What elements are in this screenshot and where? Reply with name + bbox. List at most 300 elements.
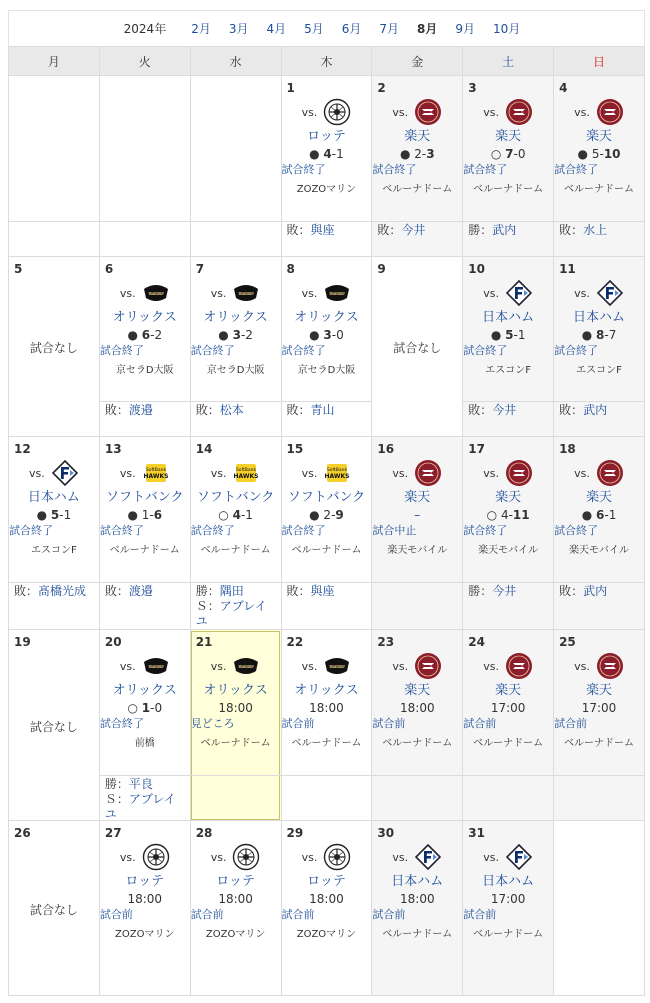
score-sep: - xyxy=(599,147,604,161)
weekday-5: 土 xyxy=(463,47,554,76)
score-home: 5 xyxy=(50,508,60,522)
cell-divider xyxy=(191,582,281,583)
day-number: 31 xyxy=(468,826,485,840)
opponent-link[interactable]: 日本ハム xyxy=(391,874,444,889)
day-cell xyxy=(554,437,645,630)
game-status-link[interactable]: 試合終了 xyxy=(372,163,417,176)
pitcher-name-link[interactable]: 武内 xyxy=(492,223,517,237)
game-status-link[interactable]: 見どころ xyxy=(190,717,235,730)
day-cell xyxy=(372,630,463,821)
game-status-link[interactable]: 試合終了 xyxy=(99,717,144,730)
pitcher-line xyxy=(377,223,425,238)
pitcher-name-link[interactable]: ユ xyxy=(104,807,117,821)
score-away: 1 xyxy=(517,328,526,342)
pitcher-name-link[interactable]: 武内 xyxy=(583,403,608,417)
matchup xyxy=(191,652,281,680)
eagles-logo[interactable] xyxy=(505,98,533,126)
opponent-link[interactable]: ソフトバンク xyxy=(287,490,366,505)
buffaloes-logo[interactable] xyxy=(142,652,170,680)
pitcher-name-link[interactable]: 松本 xyxy=(219,403,244,417)
game-status-link[interactable]: 試合終了 xyxy=(9,524,53,537)
eagles-logo[interactable] xyxy=(596,459,624,487)
score-sep: - xyxy=(421,147,427,161)
score-away: 9 xyxy=(335,508,344,522)
marines-logo[interactable] xyxy=(323,98,351,126)
score-away: 3 xyxy=(426,147,435,161)
cell-divider xyxy=(282,582,372,583)
pitcher-info xyxy=(196,403,244,418)
vs-label: vs. xyxy=(210,466,227,480)
stadium: ベルーナドーム xyxy=(473,738,544,749)
lose-circle-icon: ● xyxy=(581,328,596,342)
vs-label: vs. xyxy=(210,659,227,673)
hawks-logo[interactable] xyxy=(142,459,170,487)
game-status-link[interactable]: 試合終了 xyxy=(281,524,326,537)
cell-divider xyxy=(463,582,553,583)
eagles-logo[interactable] xyxy=(596,98,624,126)
vs-label: vs. xyxy=(574,105,590,119)
lose-circle-icon: ● xyxy=(36,508,51,522)
vs-label: vs. xyxy=(301,659,318,673)
vs-label: vs. xyxy=(483,105,500,119)
pitcher-line xyxy=(14,584,86,599)
fighters-logo[interactable] xyxy=(51,459,79,487)
pitcher-info xyxy=(559,403,607,418)
day-number: 13 xyxy=(104,442,122,456)
pitcher-name-link[interactable]: ユ xyxy=(195,614,208,628)
opponent-link[interactable]: ロッテ xyxy=(307,129,346,144)
pitcher-name-link[interactable]: 今井 xyxy=(492,403,517,417)
pitcher-name-link[interactable]: 渡邉 xyxy=(128,584,153,598)
opponent-link[interactable]: オリックス xyxy=(203,310,268,325)
score-away: 6 xyxy=(153,508,163,522)
marines-logo[interactable] xyxy=(142,843,170,871)
opponent-link[interactable]: ロッテ xyxy=(216,874,255,889)
vs-label: vs. xyxy=(301,105,318,119)
opponent-link[interactable]: 楽天 xyxy=(586,129,613,144)
game-status-link[interactable]: 試合終了 xyxy=(281,163,326,176)
pitcher-line xyxy=(105,792,176,807)
marines-logo[interactable] xyxy=(232,843,260,871)
cell-divider xyxy=(100,775,190,776)
fighters-logo[interactable] xyxy=(414,843,442,871)
svg-text:Buffaloes: Buffaloes xyxy=(146,290,165,296)
stadium: 京セラD大阪 xyxy=(297,365,356,376)
matchup xyxy=(463,279,553,307)
pitcher-line xyxy=(105,403,153,418)
score-away: 2 xyxy=(245,328,253,342)
stadium: 京セラD大阪 xyxy=(206,365,265,376)
matchup xyxy=(463,98,553,126)
vs-label: vs. xyxy=(483,659,500,673)
cell-divider xyxy=(100,401,190,402)
hawks-logo[interactable] xyxy=(232,459,260,487)
day-cell xyxy=(372,257,463,437)
pitcher-name-link[interactable]: アブレイ xyxy=(219,599,267,613)
score xyxy=(372,700,462,716)
opponent-link[interactable]: 楽天 xyxy=(495,129,522,144)
day-number: 2 xyxy=(377,81,386,95)
day-number: 21 xyxy=(195,635,213,649)
day-number: 12 xyxy=(14,442,31,456)
pitcher-info xyxy=(559,584,607,599)
svg-text:Buffaloes: Buffaloes xyxy=(237,290,256,296)
score xyxy=(282,700,372,716)
eagles-logo[interactable] xyxy=(414,98,442,126)
eagles-logo[interactable] xyxy=(414,652,442,680)
game-status-link[interactable]: 試合前 xyxy=(99,908,133,921)
opponent-link[interactable]: 楽天 xyxy=(495,683,522,698)
matchup xyxy=(282,652,372,680)
svg-text:HAWKS: HAWKS xyxy=(143,473,169,480)
matchup xyxy=(554,98,644,126)
score-home: 2 xyxy=(414,147,422,161)
cell-divider xyxy=(372,775,462,776)
lose-circle-icon: ● xyxy=(490,328,506,342)
vs-label: vs. xyxy=(301,850,318,864)
month-link-8[interactable]: 10月 xyxy=(493,22,521,36)
game-status-link[interactable]: 試合終了 xyxy=(99,344,144,357)
pitcher-decision: 敗： xyxy=(377,223,402,237)
vs-label: vs. xyxy=(210,286,227,300)
opponent-link[interactable]: 日本ハム xyxy=(27,490,80,505)
day-number: 30 xyxy=(377,826,395,840)
pitcher-name-link[interactable]: 與座 xyxy=(310,223,335,237)
cell-divider xyxy=(463,401,553,402)
cell-divider xyxy=(100,221,190,222)
buffaloes-logo[interactable] xyxy=(323,652,351,680)
score-sep: - xyxy=(513,328,518,342)
game-status-link[interactable]: 試合終了 xyxy=(99,524,144,537)
matchup xyxy=(463,843,553,871)
stadium: 京セラD大阪 xyxy=(115,365,174,376)
weekday-0: 月 xyxy=(9,47,100,76)
vs-label: vs. xyxy=(483,466,500,480)
day-cell xyxy=(281,257,372,437)
month-link-1[interactable]: 3月 xyxy=(228,22,249,36)
day-cell xyxy=(190,437,281,630)
win-circle-icon: ○ xyxy=(127,701,142,715)
score-sep: - xyxy=(149,508,154,522)
score-sep: - xyxy=(59,508,64,522)
pitcher-line xyxy=(468,584,516,599)
eagles-logo[interactable] xyxy=(505,459,533,487)
day-number: 7 xyxy=(195,262,205,276)
pitcher-decision: 敗： xyxy=(104,403,129,417)
week-row xyxy=(9,76,645,257)
day-number: 24 xyxy=(468,635,485,649)
opponent-link[interactable]: 楽天 xyxy=(495,490,522,505)
score-sep: - xyxy=(331,328,337,342)
day-cell xyxy=(463,821,554,996)
score-away: 0 xyxy=(336,328,344,342)
game-status-link[interactable]: 試合終了 xyxy=(281,344,326,357)
cell-divider xyxy=(282,775,372,776)
stadium: エスコンF xyxy=(31,545,77,556)
score-away: 2 xyxy=(154,328,163,342)
score-sep: - xyxy=(331,147,337,161)
pitcher-info xyxy=(559,223,607,238)
pitcher-decision: 敗： xyxy=(559,223,584,237)
pitcher-name-link[interactable]: 渡邉 xyxy=(128,403,153,417)
score-home: 6 xyxy=(596,508,605,522)
game-status-link[interactable]: 試合終了 xyxy=(463,163,508,176)
eagles-logo[interactable] xyxy=(414,459,442,487)
day-cell xyxy=(463,437,554,630)
day-cell xyxy=(9,76,100,257)
opponent-link[interactable]: 楽天 xyxy=(586,683,613,698)
no-game-label: 試合なし xyxy=(393,341,442,355)
opponent-link[interactable]: 日本ハム xyxy=(482,874,535,889)
score-sep: - xyxy=(604,328,609,342)
buffaloes-logo[interactable] xyxy=(232,279,260,307)
month-link-6: 8月 xyxy=(417,22,438,36)
opponent-link[interactable]: ソフトバンク xyxy=(106,490,184,505)
pitcher-name-link[interactable]: 平良 xyxy=(128,777,153,791)
month-link-7[interactable]: 9月 xyxy=(455,22,476,36)
game-status-link[interactable]: 試合前 xyxy=(554,717,588,730)
month-link-2[interactable]: 4月 xyxy=(266,22,287,36)
cell-divider xyxy=(282,221,372,222)
pitcher-decision: 勝： xyxy=(104,777,129,791)
score xyxy=(191,700,281,716)
score-home: 6 xyxy=(141,328,151,342)
matchup xyxy=(372,459,462,487)
stadium: ベルーナドーム xyxy=(382,738,453,749)
day-cell xyxy=(463,630,554,821)
matchup xyxy=(282,98,372,126)
pitcher-name-link[interactable]: 青山 xyxy=(310,403,335,417)
pitcher-line xyxy=(196,614,267,629)
fighters-logo[interactable] xyxy=(505,843,533,871)
opponent-link[interactable]: オリックス xyxy=(112,310,177,325)
pitcher-decision: 敗： xyxy=(468,403,493,417)
buffaloes-logo[interactable] xyxy=(232,652,260,680)
svg-text:Buffaloes: Buffaloes xyxy=(237,663,256,669)
pitcher-decision: 敗： xyxy=(286,584,311,598)
score xyxy=(554,700,644,716)
opponent-link[interactable]: オリックス xyxy=(294,310,359,325)
matchup xyxy=(191,459,281,487)
day-cell xyxy=(99,76,190,257)
stadium: ZOZOマリン xyxy=(296,184,357,195)
opponent-link[interactable]: 楽天 xyxy=(586,490,613,505)
score xyxy=(100,891,190,907)
score xyxy=(463,891,553,907)
day-cell xyxy=(281,630,372,821)
stadium: ベルーナドーム xyxy=(382,929,453,940)
month-nav xyxy=(8,10,645,46)
vs-label: vs. xyxy=(210,850,227,864)
game-status-link[interactable]: 試合終了 xyxy=(190,524,235,537)
opponent-link[interactable]: 楽天 xyxy=(404,490,431,505)
day-number: 18 xyxy=(559,442,576,456)
pitcher-name-link[interactable]: 髙橋光成 xyxy=(38,584,87,598)
no-game-label: 試合なし xyxy=(29,341,78,355)
marines-logo[interactable] xyxy=(323,843,351,871)
pitcher-line xyxy=(287,584,335,599)
matchup xyxy=(554,279,644,307)
fighters-logo[interactable] xyxy=(505,279,533,307)
day-number: 20 xyxy=(104,635,122,649)
matchup xyxy=(282,279,372,307)
day-cell xyxy=(99,437,190,630)
score xyxy=(554,507,644,523)
weekday-1: 火 xyxy=(99,47,190,76)
game-status-link[interactable]: 試合終了 xyxy=(554,344,599,357)
hawks-logo[interactable] xyxy=(323,459,351,487)
calendar-table xyxy=(8,46,645,996)
day-cell xyxy=(281,76,372,257)
svg-text:SoftBank: SoftBank xyxy=(236,468,257,473)
stadium: 楽天モバイル xyxy=(569,545,630,556)
score xyxy=(372,507,462,523)
score-dash: – xyxy=(414,508,421,522)
lose-circle-icon: ● xyxy=(581,508,596,522)
opponent-link[interactable]: 楽天 xyxy=(404,129,431,144)
stadium: ベルーナドーム xyxy=(200,545,271,556)
month-link-3[interactable]: 5月 xyxy=(304,22,324,36)
day-cell xyxy=(554,76,645,257)
day-number: 17 xyxy=(468,442,485,456)
pitcher-name-link[interactable]: 隅田 xyxy=(219,584,244,598)
pitcher-name-link[interactable]: 今井 xyxy=(492,584,517,598)
game-status-link[interactable]: 試合前 xyxy=(463,908,497,921)
lose-circle-icon: ● xyxy=(127,328,142,342)
svg-text:SoftBank: SoftBank xyxy=(327,468,348,473)
buffaloes-logo[interactable] xyxy=(142,279,170,307)
stadium: エスコンF xyxy=(576,365,622,376)
buffaloes-logo[interactable] xyxy=(323,279,351,307)
day-number: 27 xyxy=(104,826,122,840)
week-row xyxy=(9,437,645,630)
day-number: 14 xyxy=(195,442,213,456)
matchup xyxy=(463,652,553,680)
pitcher-name-link[interactable]: 今井 xyxy=(401,223,426,237)
pitcher-decision: 敗： xyxy=(14,584,39,598)
vs-label: vs. xyxy=(119,466,136,480)
score-sep: - xyxy=(604,508,609,522)
score xyxy=(9,507,99,523)
opponent-link[interactable]: 日本ハム xyxy=(573,310,626,325)
day-number: 8 xyxy=(286,262,295,276)
pitcher-name-link[interactable]: 武内 xyxy=(583,584,608,598)
score-home: 4 xyxy=(500,508,509,522)
score xyxy=(282,146,372,162)
weekday-6: 日 xyxy=(554,47,645,76)
game-status-link[interactable]: 試合終了 xyxy=(554,163,599,176)
score-home: 3 xyxy=(232,328,241,342)
pitcher-info xyxy=(468,584,516,599)
pitcher-line xyxy=(287,223,335,238)
pitcher-decision: 敗： xyxy=(286,403,311,417)
opponent-link[interactable]: ロッテ xyxy=(307,874,346,889)
pitcher-name-link[interactable]: 水上 xyxy=(583,223,608,237)
day-cell xyxy=(463,76,554,257)
fighters-logo[interactable] xyxy=(596,279,624,307)
score-home: 1 xyxy=(141,701,151,715)
matchup xyxy=(9,459,99,487)
cell-divider xyxy=(554,582,644,583)
opponent-link[interactable]: オリックス xyxy=(203,683,268,698)
weekday-3: 木 xyxy=(281,47,372,76)
pitcher-line xyxy=(196,403,244,418)
opponent-link[interactable]: ロッテ xyxy=(125,874,165,889)
win-circle-icon: ○ xyxy=(486,508,501,522)
day-number: 16 xyxy=(377,442,395,456)
matchup xyxy=(191,279,281,307)
opponent-link[interactable]: 楽天 xyxy=(404,683,431,698)
opponent-link[interactable]: オリックス xyxy=(294,683,359,698)
game-status-link[interactable]: 試合終了 xyxy=(463,524,508,537)
score xyxy=(282,891,372,907)
day-number: 29 xyxy=(286,826,304,840)
game-status-link[interactable]: 試合前 xyxy=(372,908,406,921)
cell-divider xyxy=(554,775,644,776)
game-status-link[interactable]: 試合前 xyxy=(190,908,224,921)
game-status-link[interactable]: 試合前 xyxy=(372,717,406,730)
day-number: 11 xyxy=(559,262,576,276)
eagles-logo[interactable] xyxy=(596,652,624,680)
day-cell xyxy=(190,630,281,821)
day-cell xyxy=(190,821,281,996)
start-time: 18:00 xyxy=(400,892,435,906)
pitcher-line xyxy=(559,403,607,418)
score-sep: - xyxy=(240,328,246,342)
month-link-4[interactable]: 6月 xyxy=(341,22,362,36)
stadium: ベルーナドーム xyxy=(382,184,453,195)
game-status-link[interactable]: 試合前 xyxy=(463,717,497,730)
score-home: 4 xyxy=(232,508,241,522)
pitcher-name-link[interactable]: アブレイ xyxy=(128,792,176,806)
day-cell xyxy=(99,630,190,821)
day-number: 28 xyxy=(195,826,213,840)
game-status-link[interactable]: 試合中止 xyxy=(372,524,417,537)
week-row xyxy=(9,821,645,996)
day-cell xyxy=(99,257,190,437)
opponent-link[interactable]: オリックス xyxy=(112,683,177,698)
game-status-link[interactable]: 試合終了 xyxy=(463,344,508,357)
day-number: 4 xyxy=(559,81,568,95)
matchup xyxy=(100,459,190,487)
pitcher-info xyxy=(287,223,335,238)
month-link-0[interactable]: 2月 xyxy=(191,22,211,36)
vs-label: vs. xyxy=(392,659,409,673)
stadium: ベルーナドーム xyxy=(473,929,544,940)
cell-divider xyxy=(100,582,190,583)
svg-text:Buffaloes: Buffaloes xyxy=(328,663,347,669)
day-number: 25 xyxy=(559,635,576,649)
eagles-logo[interactable] xyxy=(505,652,533,680)
matchup xyxy=(100,652,190,680)
opponent-link[interactable]: 日本ハム xyxy=(482,310,535,325)
day-number: 26 xyxy=(14,826,31,840)
game-status-link[interactable]: 試合終了 xyxy=(190,344,235,357)
vs-label: vs. xyxy=(301,466,318,480)
score xyxy=(372,891,462,907)
month-link-5[interactable]: 7月 xyxy=(379,22,400,36)
score xyxy=(100,507,190,523)
pitcher-name-link[interactable]: 與座 xyxy=(310,584,335,598)
opponent-link[interactable]: ソフトバンク xyxy=(196,490,275,505)
game-status-link[interactable]: 試合終了 xyxy=(554,524,599,537)
game-status-link[interactable]: 試合前 xyxy=(281,717,315,730)
day-number: 15 xyxy=(286,442,304,456)
game-status-link[interactable]: 試合前 xyxy=(281,908,315,921)
svg-text:Buffaloes: Buffaloes xyxy=(146,663,165,669)
cell-divider xyxy=(554,221,644,222)
score xyxy=(191,327,281,343)
